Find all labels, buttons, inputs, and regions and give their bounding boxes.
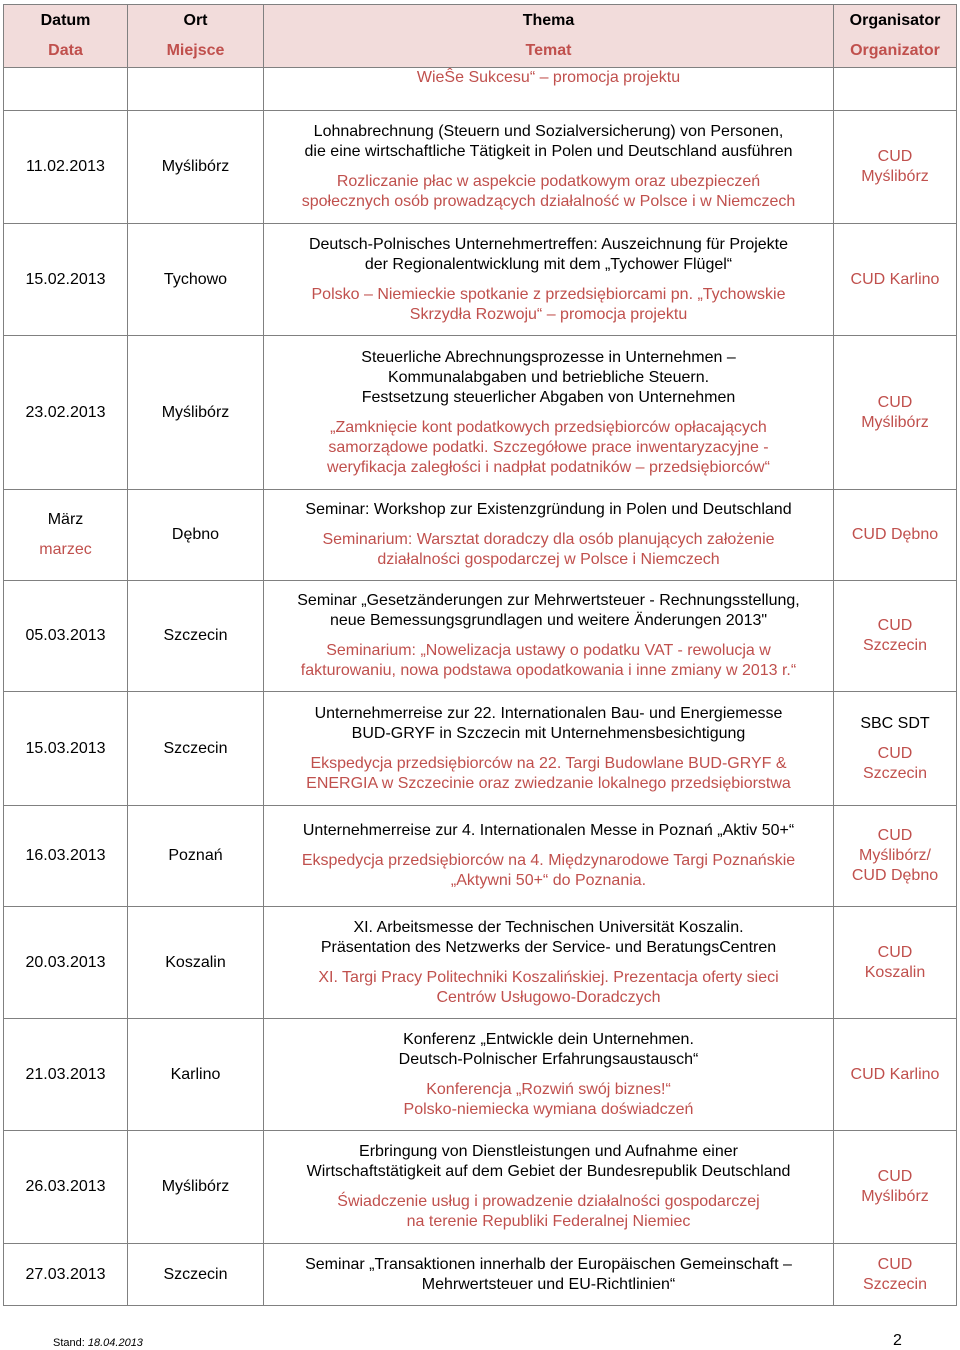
- date-text: 15.03.2013: [25, 739, 106, 757]
- header-organizer: [834, 5, 957, 68]
- place-text: Dębno: [171, 526, 220, 543]
- topic-gap: [270, 744, 827, 754]
- topic-pl-line: „Zamknięcie kont podatkowych przedsiębiorców opłacających: [330, 418, 767, 436]
- topic-cell: [264, 490, 834, 581]
- header-row: [4, 5, 957, 68]
- place-cell: [128, 907, 264, 1019]
- place-cell: [128, 1019, 264, 1131]
- organizer-line: CUD: [877, 1255, 913, 1273]
- place-cell: [128, 581, 264, 692]
- organizer-cell: [834, 111, 957, 224]
- organizer-cell: [834, 68, 957, 111]
- place-cell: [128, 1244, 264, 1306]
- organizer-line: CUD Karlino: [850, 270, 940, 288]
- organizer-line: Koszalin: [864, 963, 926, 981]
- topic-pl-line: Konferencja „Rozwiń swój biznes!“: [426, 1080, 671, 1098]
- place-cell: [128, 806, 264, 907]
- organizer-cell: [834, 581, 957, 692]
- organizer-line: CUD: [877, 827, 913, 844]
- topic-pl-line: WieŜe Sukcesu“ – promocja projektu: [416, 69, 681, 86]
- organizer-line: CUD Dębno: [851, 526, 939, 543]
- topic-pl-line: Ekspedycja przedsiębiorców na 22. Targi Budowlane BUD-GRYF &: [310, 754, 787, 772]
- topic-pl-line: samorządowe podatki. Szczegółowe prace inwentaryzacyjne -: [328, 438, 769, 456]
- organizer-line: CUD: [877, 148, 913, 165]
- date-text: 16.03.2013: [25, 847, 106, 864]
- topic-de-line: Wirtschaftstätigkeit auf dem Gebiet der Bundesrepublik Deutschland: [306, 1163, 791, 1180]
- date-cell: [4, 806, 128, 907]
- organizer-line: Szczecin: [862, 637, 928, 654]
- table-row: [4, 581, 957, 692]
- header-organizer-pl: Organizator: [850, 42, 940, 59]
- table-row: [4, 1131, 957, 1244]
- topic-gap: [270, 841, 827, 851]
- table-row: [4, 692, 957, 806]
- organizer-line: CUD Dębno: [851, 867, 939, 884]
- organizer-cell: [834, 1131, 957, 1244]
- page-number: 2: [893, 1332, 902, 1349]
- topic-pl-line: Skrzydła Rozwoju“ – promocja projektu: [409, 305, 688, 323]
- topic-de-line: Konferenz „Entwickle dein Unternehmen.: [403, 1030, 694, 1048]
- topic-de-line: Präsentation des Netzwerks der Service- und BeratungsCentren: [320, 938, 777, 956]
- organizer-cell: [834, 336, 957, 490]
- date-text: März: [47, 511, 84, 528]
- place-cell: [128, 336, 264, 490]
- date-cell: [4, 111, 128, 224]
- table-row: [4, 1244, 957, 1306]
- topic-pl-line: XI. Targi Pracy Politechniki Koszalińskiej. Prezentacja oferty sieci: [318, 968, 779, 986]
- topic-pl-line: Centrów Usługowo-Doradczych: [436, 988, 661, 1006]
- date-cell: [4, 1019, 128, 1131]
- table-row: [4, 907, 957, 1019]
- header-place: [128, 5, 264, 68]
- topic-cell: [264, 224, 834, 336]
- topic-de-line: Seminar: Workshop zur Existenzgründung in Polen und Deutschland: [305, 501, 792, 518]
- date-cell: [4, 907, 128, 1019]
- topic-cell: [264, 692, 834, 806]
- organizer-line: CUD: [877, 943, 913, 961]
- place-text: Myślibórz: [161, 1178, 230, 1195]
- topic-gap: [270, 1070, 827, 1080]
- table-row: [4, 806, 957, 907]
- header-topic: [264, 5, 834, 68]
- topic-cell: [264, 907, 834, 1019]
- header-date: [4, 5, 128, 68]
- date-cell: [4, 1244, 128, 1306]
- date-text: 26.03.2013: [25, 1178, 106, 1195]
- organizer-line: Szczecin: [862, 764, 928, 782]
- organizer-line: Myślibórz/: [858, 847, 931, 864]
- topic-pl-line: fakturowaniu, nowa podstawa opodatkowania i inne zmiany w 2013 r.“: [300, 662, 797, 679]
- topic-de-line: der Regionalentwicklung mit dem „Tychower Flügel“: [364, 255, 733, 273]
- topic-pl-line: „Aktywni 50+“ do Poznania.: [450, 872, 647, 889]
- organizer-cell: [834, 224, 957, 336]
- organizer-line: Myślibórz: [861, 1188, 929, 1205]
- date-cell: [4, 1131, 128, 1244]
- date-text: 15.02.2013: [25, 270, 106, 288]
- topic-de-line: Seminar „Transaktionen innerhalb der Europäischen Gemeinschaft –: [305, 1255, 792, 1273]
- date-cell: [4, 581, 128, 692]
- date-text: 23.02.2013: [25, 403, 106, 421]
- place-text: Szczecin: [163, 739, 228, 757]
- events-table: [3, 4, 957, 1306]
- topic-pl-line: na terenie Republiki Federalnej Niemiec: [406, 1213, 691, 1230]
- organizer-cell: [834, 692, 957, 806]
- organizer-line: Myślibórz: [861, 168, 929, 185]
- organizer-line: CUD Karlino: [850, 1065, 940, 1083]
- header-topic-de: Thema: [522, 12, 575, 29]
- stand-date: 18.04.2013: [87, 1337, 143, 1349]
- organizer-line: Myślibórz: [861, 413, 929, 431]
- date-text: 21.03.2013: [25, 1065, 106, 1083]
- topic-gap: [270, 958, 827, 968]
- date-text: 05.03.2013: [25, 627, 106, 644]
- topic-gap: [270, 1182, 827, 1192]
- table-row: [4, 1019, 957, 1131]
- table-row: [4, 224, 957, 336]
- topic-de-line: Kommunalabgaben und betriebliche Steuern.: [387, 368, 710, 386]
- topic-pl-line: społecznych osób prowadzących działalność w Polsce i w Niemczech: [301, 193, 796, 210]
- place-text: Szczecin: [163, 1265, 228, 1283]
- topic-gap: [270, 631, 827, 641]
- topic-pl-line: Seminarium: „Nowelizacja ustawy o podatku VAT - rewolucja w: [326, 642, 771, 659]
- topic-de-line: XI. Arbeitsmesse der Technischen Universität Koszalin.: [353, 918, 744, 936]
- topic-pl-line: Świadczenie usług i prowadzenie działalności gospodarczej: [337, 1193, 760, 1210]
- topic-de-line: Erbringung von Dienstleistungen und Aufnahme einer: [359, 1143, 738, 1160]
- topic-de-line: Lohnabrechnung (Steuern und Sozialversicherung) von Personen,: [313, 123, 784, 140]
- topic-de-line: Unternehmerreise zur 22. Internationalen Bau- und Energiemesse: [314, 704, 783, 722]
- header-date-pl: Data: [48, 42, 83, 59]
- organizer-de-text: SBC SDT: [860, 714, 930, 732]
- organizer-line: CUD: [877, 393, 913, 411]
- topic-cell: [264, 581, 834, 692]
- topic-de-line: die eine wirtschaftliche Tätigkeit in Polen und Deutschland ausführen: [304, 143, 793, 160]
- organizer-cell: [834, 490, 957, 581]
- topic-de-line: Unternehmerreise zur 4. Internationalen Messe in Poznań „Aktiv 50+“: [302, 822, 795, 839]
- place-cell: [128, 1131, 264, 1244]
- topic-pl-line: weryfikacja zaległości i nadpłat podatników – przedsiębiorców“: [327, 458, 770, 476]
- topic-cell: [264, 1131, 834, 1244]
- organizer-line: Szczecin: [862, 1275, 928, 1293]
- place-cell: [128, 490, 264, 581]
- organizer-line: CUD: [877, 1168, 913, 1185]
- topic-cell: [264, 1019, 834, 1131]
- topic-de-line: Deutsch-Polnisches Unternehmertreffen: Auszeichnung für Projekte: [308, 235, 789, 253]
- place-cell: [128, 68, 264, 111]
- topic-pl-line: ENERGIA w Szczecinie oraz zwiedzanie lokalnego przedsiębiorstwa: [306, 774, 791, 792]
- topic-pl-line: działalności gospodarczej w Polsce i Niemczech: [377, 551, 720, 568]
- topic-pl-line: Ekspedycja przedsiębiorców na 4. Międzynarodowe Targi Poznańskie: [301, 852, 796, 869]
- date-cell: [4, 490, 128, 581]
- header-date-de: Datum: [40, 12, 91, 29]
- topic-pl-line: Polsko – Niemieckie spotkanie z przedsiębiorcami pn. „Tychowskie: [311, 285, 786, 303]
- date-text: 20.03.2013: [25, 953, 106, 971]
- topic-de-line: Steuerliche Abrechnungsprozesse in Unternehmen –: [361, 348, 736, 366]
- date-pl-text: marzec: [39, 541, 92, 558]
- organizer-cell: [834, 907, 957, 1019]
- topic-de-line: Seminar „Gesetzänderungen zur Mehrwertsteuer - Rechnungsstellung,: [297, 592, 800, 609]
- place-text: Myślibórz: [161, 403, 230, 421]
- organizer-cell: [834, 1019, 957, 1131]
- date-cell: [4, 336, 128, 490]
- table-row: [4, 490, 957, 581]
- topic-cell: [264, 68, 834, 111]
- topic-gap: [270, 275, 827, 285]
- date-text: 11.02.2013: [26, 158, 105, 175]
- topic-de-line: BUD-GRYF in Szczecin mit Unternehmensbesichtigung: [351, 724, 746, 742]
- organizer-cell: [834, 806, 957, 907]
- header-topic-pl: Temat: [525, 42, 572, 59]
- header-place-de: Ort: [183, 12, 208, 29]
- place-text: Szczecin: [163, 627, 228, 644]
- place-text: Tychowo: [163, 270, 228, 288]
- continued-row: [4, 68, 957, 111]
- topic-gap: [270, 408, 827, 418]
- topic-gap: [270, 162, 827, 172]
- topic-gap: [270, 520, 827, 530]
- date-text: 27.03.2013: [25, 1265, 106, 1283]
- organizer-cell: [834, 1244, 957, 1306]
- table-row: [4, 111, 957, 224]
- place-text: Myślibórz: [161, 158, 230, 175]
- table-row: [4, 336, 957, 490]
- header-place-pl: Miejsce: [166, 42, 225, 59]
- footer-stand: [53, 1337, 143, 1349]
- stand-label: Stand:: [53, 1337, 85, 1349]
- topic-pl-line: Polsko-niemiecka wymiana doświadczeń: [403, 1100, 694, 1118]
- topic-cell: [264, 111, 834, 224]
- place-text: Karlino: [170, 1065, 221, 1083]
- place-cell: [128, 111, 264, 224]
- place-text: Poznań: [168, 847, 223, 864]
- organizer-line: CUD: [877, 744, 913, 762]
- topic-cell: [264, 336, 834, 490]
- header-organizer-de: Organisator: [849, 12, 941, 29]
- topic-cell: [264, 806, 834, 907]
- topic-de-line: Deutsch-Polnischer Erfahrungsaustausch“: [398, 1050, 699, 1068]
- organizer-line: CUD: [877, 617, 913, 634]
- topic-cell: [264, 1244, 834, 1306]
- place-text: Koszalin: [165, 953, 226, 971]
- date-cell: [4, 692, 128, 806]
- date-cell: [4, 68, 128, 111]
- place-cell: [128, 692, 264, 806]
- topic-de-line: Festsetzung steuerlicher Abgaben von Unternehmen: [361, 388, 736, 406]
- place-cell: [128, 224, 264, 336]
- topic-de-line: Mehrwertsteuer und EU-Richtlinien“: [421, 1275, 676, 1293]
- topic-pl-line: Rozliczanie płac w aspekcie podatkowym oraz ubezpieczeń: [336, 173, 761, 190]
- date-cell: [4, 224, 128, 336]
- topic-de-line: neue Bemessungsgrundlagen und weitere Änderungen 2013": [329, 612, 768, 629]
- topic-pl-line: Seminarium: Warsztat doradczy dla osób planujących założenie: [322, 531, 775, 548]
